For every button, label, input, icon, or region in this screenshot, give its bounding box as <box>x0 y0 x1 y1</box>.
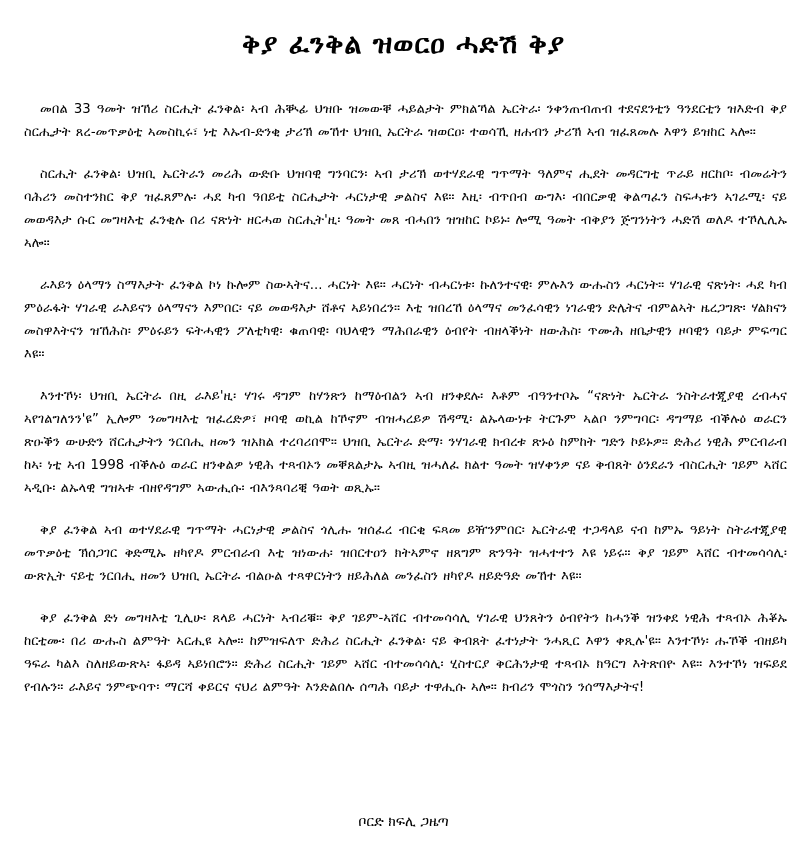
paragraph-5: ቅያ ፈንቅል ኣብ ወተሃደራዊ ግጥማት ሓርነታዊ ቃልስና ጎሊሑ ዝሰፈረ ብርቂ ፍጻመ ይዥንምበር፡ ኤርትራዊ ተጋዳላይ ናብ ከምኡ ዓይነት ስትራተጂያዊ መጥቃዕቲ ኽሰጋገር ቅድሚኡ ዘካየዶ ምርብራብ እቲ ዝነውሐ፡ ዝበርተዐን ክትኣምኖ ዘጸግም ጽንዓት ዝሓተተን እዩ ነይሩ። ቅያ ገይም ኣሸር ብተመሳሳሊ፡ ውጽኢት ናይቲ ንርበሒ ዘመን ህዝቢ ኤርትራ ብልዑል ተጻዋርነትን ዘይሕለል መንፈስን ዘካየዶ ዘይድዓድ መኸተ እዩ። <box>24 523 787 584</box>
paragraph-1: መበል 33 ዓመት ዝኸሪ ስርሒት ፈንቅል፡ ኣብ ሕቚፊ ህዝቡ ዝመውቐ ሓይልታት ምክልኻል ኤርትራ፡ ንቀንጠብጠብ ተደናደንቲን ዓንደርቲን ዝእድብ ቅያ ስርሒታት ጸረ-መጥቃዕቲ ኣመስኪሩ፣ ነቲ እኡብ-ድንቂ ታሪኽ መኸተ ህዝቢ ኤርትራ ዝወርዐ፡ ተወሳኺ ዘሐብን ታሪኽ ኣብ ዝፈጸመሉ እዋን ይዝከር ኣሎ። <box>24 102 787 140</box>
paragraph-4: እንተኾነ፡ ህዝቢ ኤርትራ በዚ ራእይ'ዚ፡ ሃገሩ ዳግም ከሃንጽን ከማዕብልን ኣብ ዘንቀደሉ፡ እቶም ብዓንተቦኡ “ናጽነት ኤርትራ ንስትራተጂያዊ ረብሓና ኣየገልግለንን'ዩ” ኢሎም ንመግዛእቲ ዝፈረድዎ፣ ዞባዊ ወኪል ከኾኖም ብዝሓረይዎ ሽዳሚ፡ ልኡላውነቱ ትርጉም ኣልቦ ንምግባር፡ ዳግማይ ብቕሉዕ ወራርን ጽዑቕን ውሁድን ሸርሒታትን ንርበሒ ዘመን ዝአክል ተረባሪበሞ። ህዝቢ ኤርትራ ድማ፡ ንሃገራዊ ክብረቱ ጽኑዕ ከምከት ግድን ኮይኑዎ። ድሕሪ ነዊሕ ምርብራብ ከኣ፡ ነቲ ኣብ 1998 ብቕሉዕ ወራር ዘንቀልዎ ነዊሕ ተጻብኦን መቐጸልታኡ ኣብዚ ዝሓለፈ ክልተ ዓመት ዝሃቀንዎ ናይ ቅብጸት ዕንደራን ብስርሒት ገይም ኣሸር ኣዲቡ፡ ልኡላዊ ግዝኣቱ ብዘየዳግም ኣውሒሱ፡ ብእንጻባሪቒ ዓወት ወጺኡ። <box>24 389 787 496</box>
paragraph-3: ራእይን ዕላማን ስማእታት ፈንቅል ኮነ ኩሎም ስውኣትና... ሓርነት እዩ። ሓርነት ብሓርነቱ፡ ኩለንተናዊ፡ ምሉእን ውሑስን ሓርነት። ሃገራዊ ናጽነት፡ ሓደ ካብ ምዕራፋት ሃገራዊ ራእይናን ዕላማናን እምበር፡ ናይ መወዳእታ ሸቶና ኣይነበረን። እቲ ዝበረኸ ዕላማና መንፈሳዊን ነገራዊን ድሌትና ብምልኣት ዜረጋግጽ፡ ሃልክናን መስዋእትናን ዝኸሕስ፡ ምዕሩይን ፍትሓዊን ፖለቲካዊ፡ ቁጠባዊ፡ ባህላዊን ማሕበራዊን ዕብየት ብዘላቕነት ዘውሕስ፡ ጥሙሕ ዘቤታዊን ዞባዊን ባይታ ምፍጣር እዩ። <box>24 278 787 362</box>
article-body <box>24 98 787 718</box>
page-title: ቅያ ፈንቅል ዝወርዐ ሓድሽ ቅያ <box>241 29 566 60</box>
signature: ቦርድ ክፍሊ ጋዜጣ <box>358 814 449 830</box>
paragraph-6: ቅያ ፈንቅል ድነ መግዛእቲ ጊሊሁ፡ ጸላይ ሓርነት ኣብሪቑ። ቅያ ገይም-ኣሸር ብተመሳሳሊ ሃገራዊ ህንጸትን ዕብየትን ከሓንቕ ዝንቀደ ነዊሕ ተጻብኦ ሕቖኡ ከርቲሙ፡ በሪ ውሑስ ልምዓት ኣርሒዩ ኣሎ። ከምዝፍለጥ ድሕሪ ስርሒት ፈንቅል፡ ናይ ቅብጸት ፈተነታት ንሓጺር እዋን ቀጺሉ'ዩ። እንተኾነ፡ ሑኾቕ ብዘይካ ዓፍራ ካልእ ስለዘይውጽኣ፡ ፋይዳ ኣይነበሮን። ድሕሪ ስርሒት ገይም ኣሸር ብተመሳሳሊ፡ ሂስተርያ ቅርሕንታዊ ተጻብኦ ክዓርግ እትጽበዮ እዩ። እንተኾነ ዝፍይደ የብሉን። ራእይና ንምጭባጥ፡ ማርሻ ቀይርና ናህሪ ልምዓት እንድልበሉ ሰጣሕ ባይታ ተዋሒሱ ኣሎ። ክብሪን ሞጎስን ንሰማእታትና! <box>24 611 787 695</box>
paragraph-2: ስርሒት ፈንቅል፡ ህዝቢ ኤርትራን መሪሕ ውድቡ ህዝባዊ ግንባርን፡ ኣብ ታሪኽ ወተሃደራዊ ግጥማት ዓለምና ሒደት መዳርግቲ ጥራይ ዘርከቦ፡ ብመሬትን ባሕሪን መስተንክር ቅያ ዝፈጸምሉ፡ ሓደ ካብ ዓበይቲ ስርሒታት ሓርነታዊ ቃልስና እዩ። እዚ፡ ብጥበብ ውግእ፡ ብበርቃዊ ቅልጣፈን ስፍሓቱን ኣገራሚ፡ ናይ መወዳእታ ሱር መግዛእቲ ፈንቂሉ በሪ ናጽነት ዘርሓወ ስርሒት'ዚ፡ ዓመት መጸ ብሓበን ዝዝከር ኮይኑ፡ ሎሚ ዓመት ብቅያን ጅግንነትን ሓድሽ ወለዶ ተኾሊሊኡ ኣሎ። <box>24 167 787 251</box>
